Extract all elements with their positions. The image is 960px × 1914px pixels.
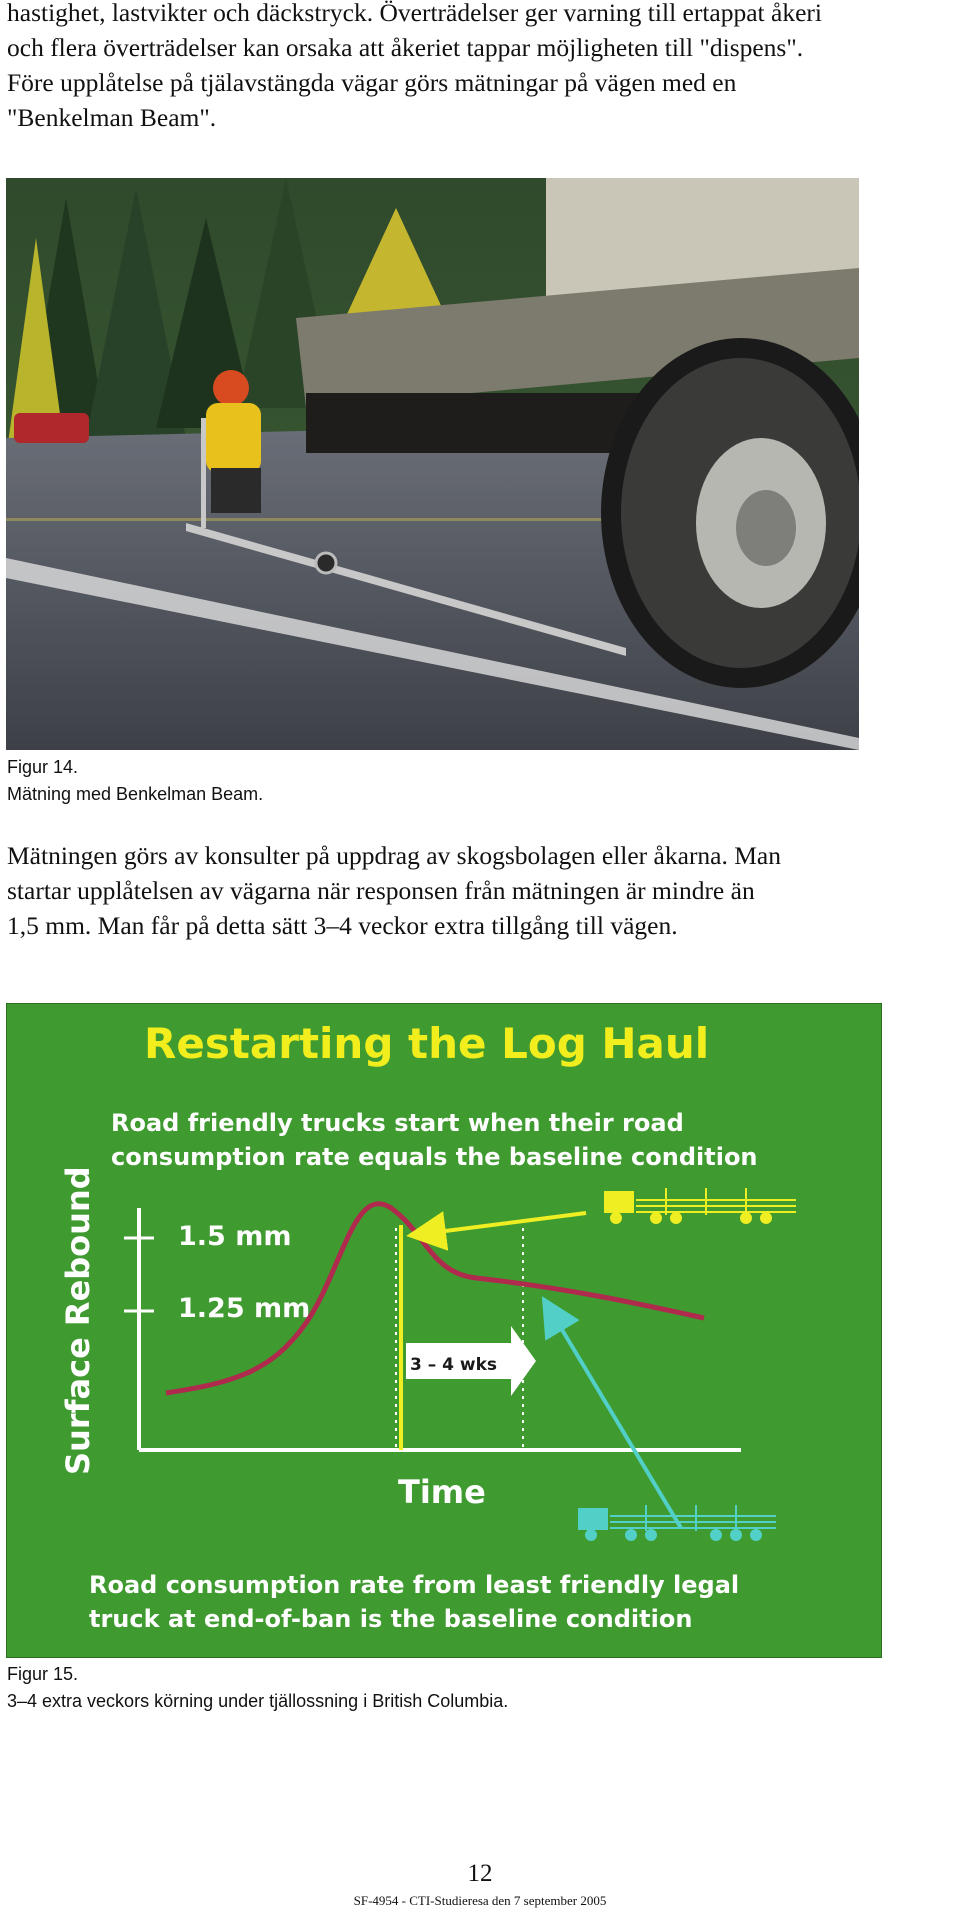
figure-15-caption — [7, 1661, 508, 1715]
intro-paragraph — [7, 0, 952, 135]
slide-title: Restarting the Log Haul — [144, 1019, 710, 1068]
duration-label: 3 – 4 wks — [410, 1355, 498, 1375]
caption-line: Mätning med Benkelman Beam. — [7, 784, 264, 804]
caption-line: 3–4 extra veckors körning under tjällossning i British Columbia. — [7, 1691, 509, 1711]
slide-graphic — [6, 1003, 882, 1658]
x-axis-label: Time — [398, 1473, 486, 1511]
slide-subtitle-line: Road friendly trucks start when their road — [111, 1109, 684, 1137]
text-line: Mätningen görs av konsulter på uppdrag av skogsbolagen eller åkarna. Man — [7, 841, 781, 870]
y-axis-label: Surface Rebound — [59, 1166, 97, 1475]
text-line: Före upplåtelse på tjälavstängda vägar görs mätningar på vägen med en — [7, 68, 737, 97]
slide-bottom-line: truck at end-of-ban is the baseline condition — [89, 1605, 693, 1633]
slide-subtitle-line: consumption rate equals the baseline condition — [111, 1143, 758, 1171]
restarting-log-haul-slide — [6, 1003, 882, 1658]
level-label-low: 1.25 mm — [178, 1293, 311, 1324]
text-line: hastighet, lastvikter och däckstryck. Överträdelser ger varning till ertappat åkeri — [7, 0, 822, 27]
caption-line: Figur 14. — [7, 757, 79, 777]
measurement-paragraph — [7, 838, 952, 943]
level-label-high: 1.5 mm — [178, 1221, 292, 1252]
text-line: "Benkelman Beam". — [7, 103, 217, 132]
photo-illustration — [6, 178, 859, 750]
text-line: och flera överträdelser kan orsaka att åkeriet tappar möjligheten till "dispens". — [7, 33, 804, 62]
text-line: 1,5 mm. Man får på detta sätt 3–4 veckor extra tillgång till vägen. — [7, 911, 678, 940]
text-line: startar upplåtelsen av vägarna när responsen från mätningen är mindre än — [7, 876, 755, 905]
caption-line: Figur 15. — [7, 1664, 79, 1684]
page-number: 12 — [467, 1860, 493, 1887]
figure-14-caption — [7, 754, 263, 808]
slide-bottom-line: Road consumption rate from least friendly legal — [89, 1571, 740, 1599]
benkelman-beam-photo — [6, 178, 859, 750]
page-footer: SF-4954 - CTI-Studieresa den 7 september 2005 — [353, 1893, 607, 1908]
